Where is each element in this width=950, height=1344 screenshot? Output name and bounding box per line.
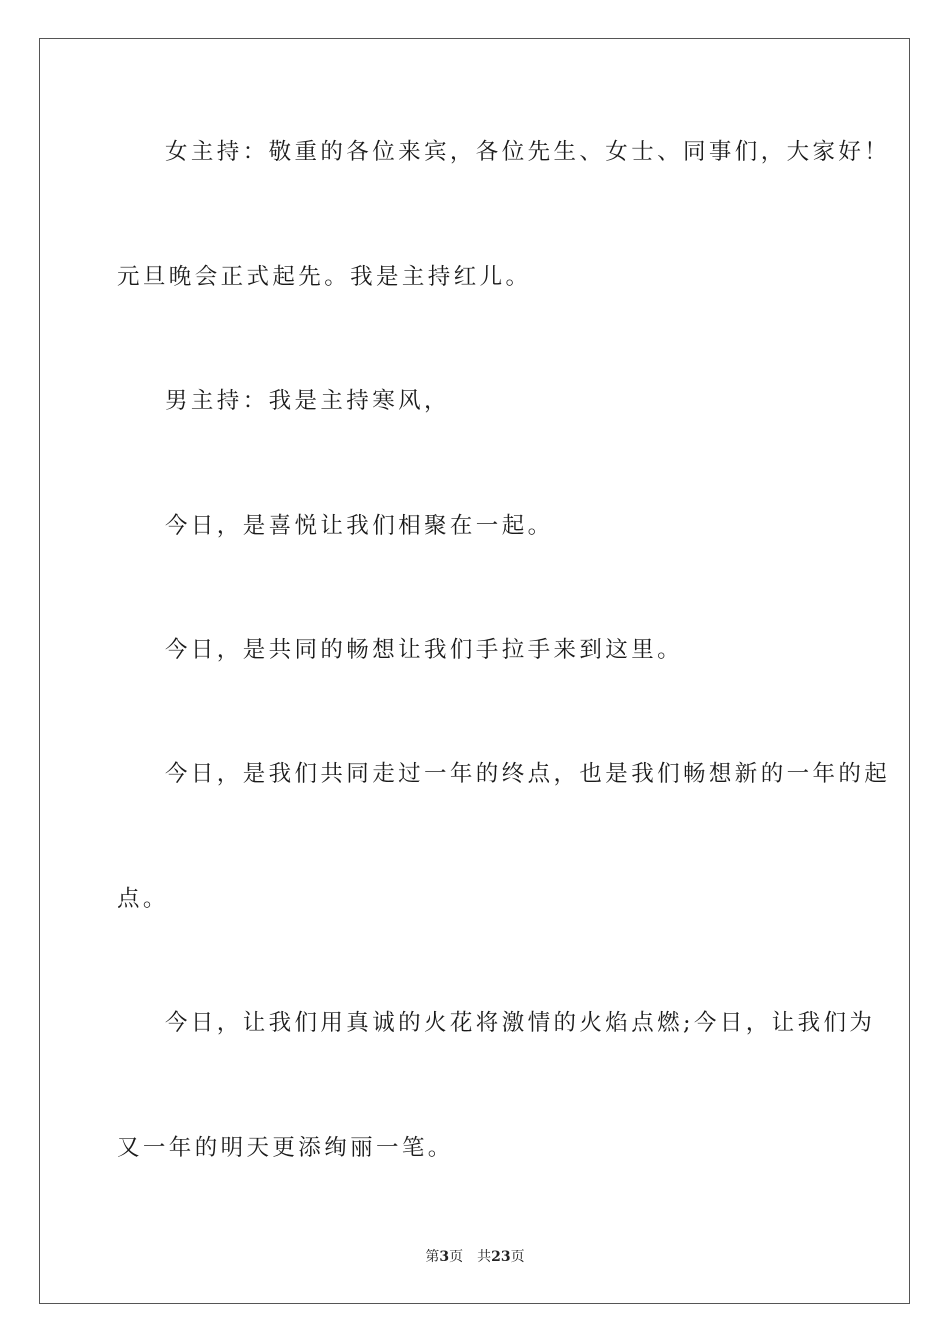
text-line-3: 男主持：我是主持寒风， bbox=[165, 388, 450, 414]
text-line-8: 今日，让我们用真诚的火花将激情的火焰点燃;今日，让我们为 bbox=[165, 1010, 876, 1036]
text-line-5: 今日，是共同的畅想让我们手拉手来到这里。 bbox=[165, 637, 684, 663]
text-line-9: 又一年的明天更添绚丽一笔。 bbox=[117, 1135, 454, 1161]
text-line-7: 点。 bbox=[117, 886, 169, 912]
page-border bbox=[39, 38, 910, 1304]
page-prefix: 第 bbox=[425, 1249, 440, 1265]
page-current: 3 bbox=[439, 1249, 450, 1265]
total-prefix: 共 bbox=[477, 1249, 492, 1265]
text-line-6: 今日，是我们共同走过一年的终点，也是我们畅想新的一年的起 bbox=[165, 761, 891, 787]
page-suffix: 页 bbox=[449, 1249, 464, 1265]
text-line-1: 女主持：敬重的各位来宾，各位先生、女士、同事们，大家好！ bbox=[165, 139, 891, 165]
page-total: 23 bbox=[491, 1249, 511, 1265]
total-suffix: 页 bbox=[510, 1249, 525, 1265]
text-line-2: 元旦晚会正式起先。我是主持红儿。 bbox=[117, 264, 532, 290]
page-number-footer bbox=[0, 1248, 950, 1266]
text-line-4: 今日，是喜悦让我们相聚在一起。 bbox=[165, 513, 554, 539]
